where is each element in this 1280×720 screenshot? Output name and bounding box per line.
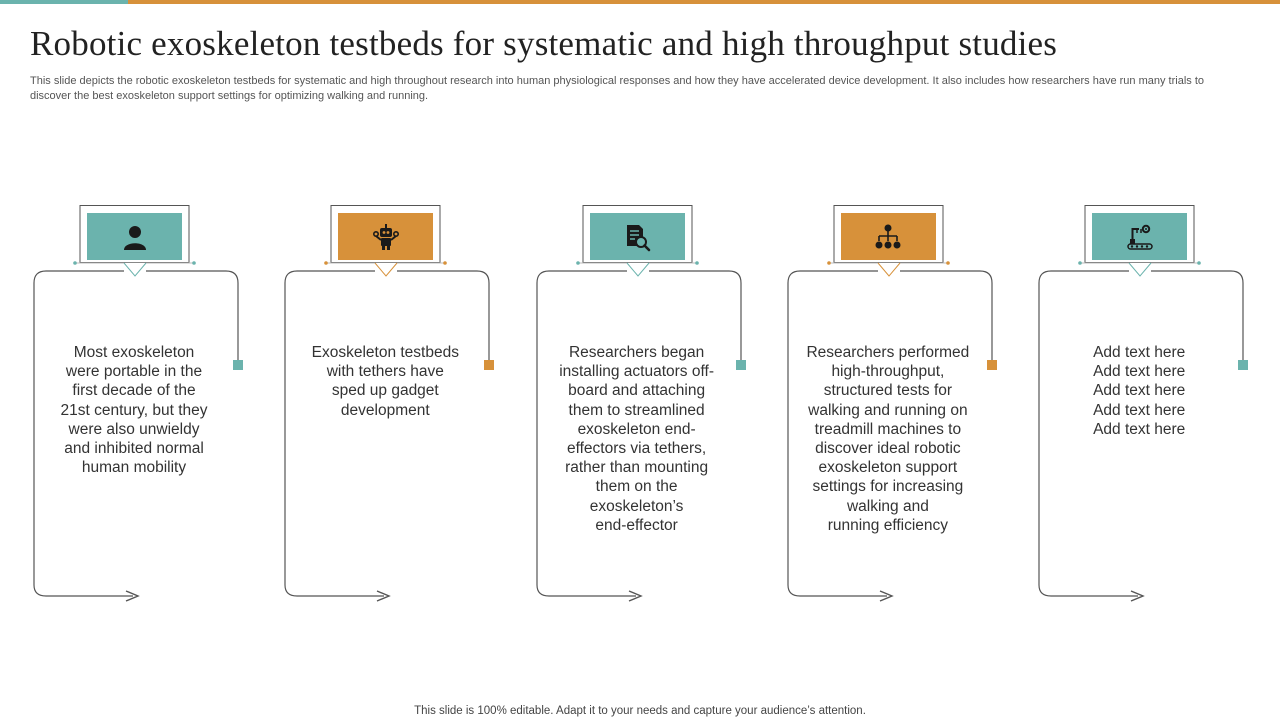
hierarchy-icon: [873, 222, 903, 252]
card-text-line: Exoskeleton testbeds: [311, 344, 459, 361]
pointer-notch: [375, 263, 397, 276]
card-text-line: running efficiency: [827, 516, 949, 534]
card-text-line: them to streamlined: [568, 401, 705, 419]
icon-slot: [841, 213, 936, 260]
connector-dot-right: [192, 261, 196, 265]
card-text-line: effectors via tethers,: [566, 440, 707, 458]
top-accent-orange: [128, 0, 1280, 4]
accent-square: [987, 360, 997, 370]
card-text-line: Researchers began: [568, 344, 705, 361]
card-text-line: sped up gadget: [331, 382, 439, 400]
card-text-line: Add text here: [1093, 401, 1186, 419]
card-text-line: Add text here: [1093, 363, 1186, 381]
card-text-line: discover ideal robotic: [815, 440, 961, 458]
card-text-line: were also unwieldy: [68, 420, 200, 438]
pointer-notch: [124, 263, 146, 276]
slide-footer: This slide is 100% editable. Adapt it to your needs and capture your audience’s attention.: [414, 705, 866, 717]
accent-square: [233, 360, 243, 370]
pointer-notch: [627, 263, 649, 276]
accent-square: [1238, 360, 1248, 370]
card-text-line: them on the: [595, 478, 678, 496]
card-text-line: exoskeleton’s: [589, 497, 684, 515]
robot-icon: [371, 222, 401, 252]
slide-title: Robotic exoskeleton testbeds for systematic and high throughput studies: [30, 24, 1058, 63]
card-text-line: settings for increasing: [812, 478, 964, 496]
connector-dot-left: [324, 261, 328, 265]
card-text-line: Add text here: [1093, 382, 1186, 400]
step-card-5: [1039, 205, 1279, 605]
card-text-line: Add text here: [1093, 420, 1186, 438]
card-text: [803, 343, 973, 535]
step-card-2: [285, 205, 525, 605]
connector-dot-left: [827, 261, 831, 265]
connector-dot-left: [73, 261, 77, 265]
card-text: [300, 343, 470, 420]
card-text-line: high-throughput,: [831, 363, 945, 381]
card-text-line: 21st century, but they: [60, 401, 208, 419]
document-search-icon: [622, 222, 652, 252]
connector-dot-right: [1197, 261, 1201, 265]
card-text-line: development: [340, 401, 430, 419]
card-text-line: exoskeleton support: [818, 459, 958, 477]
card-text-line: were portable in the: [65, 363, 203, 381]
card-text-line: rather than mounting: [565, 459, 709, 477]
connector-dot-left: [1078, 261, 1082, 265]
card-text-line: human mobility: [81, 459, 187, 477]
card-text-line: walking and running on: [808, 401, 968, 419]
connector-dot-right: [443, 261, 447, 265]
card-text-line: Add text here: [1093, 344, 1186, 361]
top-accent-teal: [0, 0, 128, 4]
connector-dot-right: [695, 261, 699, 265]
card-text-line: treadmill machines to: [814, 420, 962, 438]
bubble-outline: [285, 271, 384, 596]
step-card-3: [537, 205, 777, 605]
card-text-line: installing actuators off-: [559, 363, 714, 381]
robot-arm-conveyor-icon: [1125, 222, 1155, 252]
card-text-line: Researchers performed: [806, 344, 970, 361]
card-text-line: end-effector: [595, 516, 678, 534]
accent-square: [484, 360, 494, 370]
card-text-line: first decade of the: [72, 382, 196, 400]
user-icon: [120, 222, 150, 252]
connector-dot-left: [576, 261, 580, 265]
card-text: [49, 343, 219, 477]
icon-slot: [590, 213, 685, 260]
card-text-line: and inhibited normal: [64, 440, 204, 458]
connector-dot-right: [946, 261, 950, 265]
pointer-notch: [1129, 263, 1151, 276]
slide-subtitle: This slide depicts the robotic exoskeleton testbeds for systematic and high throughout research into human physiological responses and how they have accelerated device development. It also includes how researchers have run many trials to discover the best exoskeleton support settings for optimizing walking and running.: [30, 75, 1204, 102]
top-accent-bar: [0, 0, 1280, 4]
card-text-line: structured tests for: [823, 382, 953, 400]
card-text: [1054, 343, 1224, 439]
card-text-line: Most exoskeleton: [73, 344, 195, 361]
step-card-1: [34, 205, 274, 605]
pointer-notch: [878, 263, 900, 276]
icon-slot: [338, 213, 433, 260]
step-card-4: [788, 205, 1028, 605]
card-text: [552, 343, 722, 535]
icon-slot: [1092, 213, 1187, 260]
icon-slot: [87, 213, 182, 260]
card-text-line: board and attaching: [568, 382, 706, 400]
card-text-line: exoskeleton end-: [577, 420, 696, 438]
accent-square: [736, 360, 746, 370]
card-text-line: with tethers have: [326, 363, 444, 381]
card-text-line: walking and: [846, 497, 929, 515]
